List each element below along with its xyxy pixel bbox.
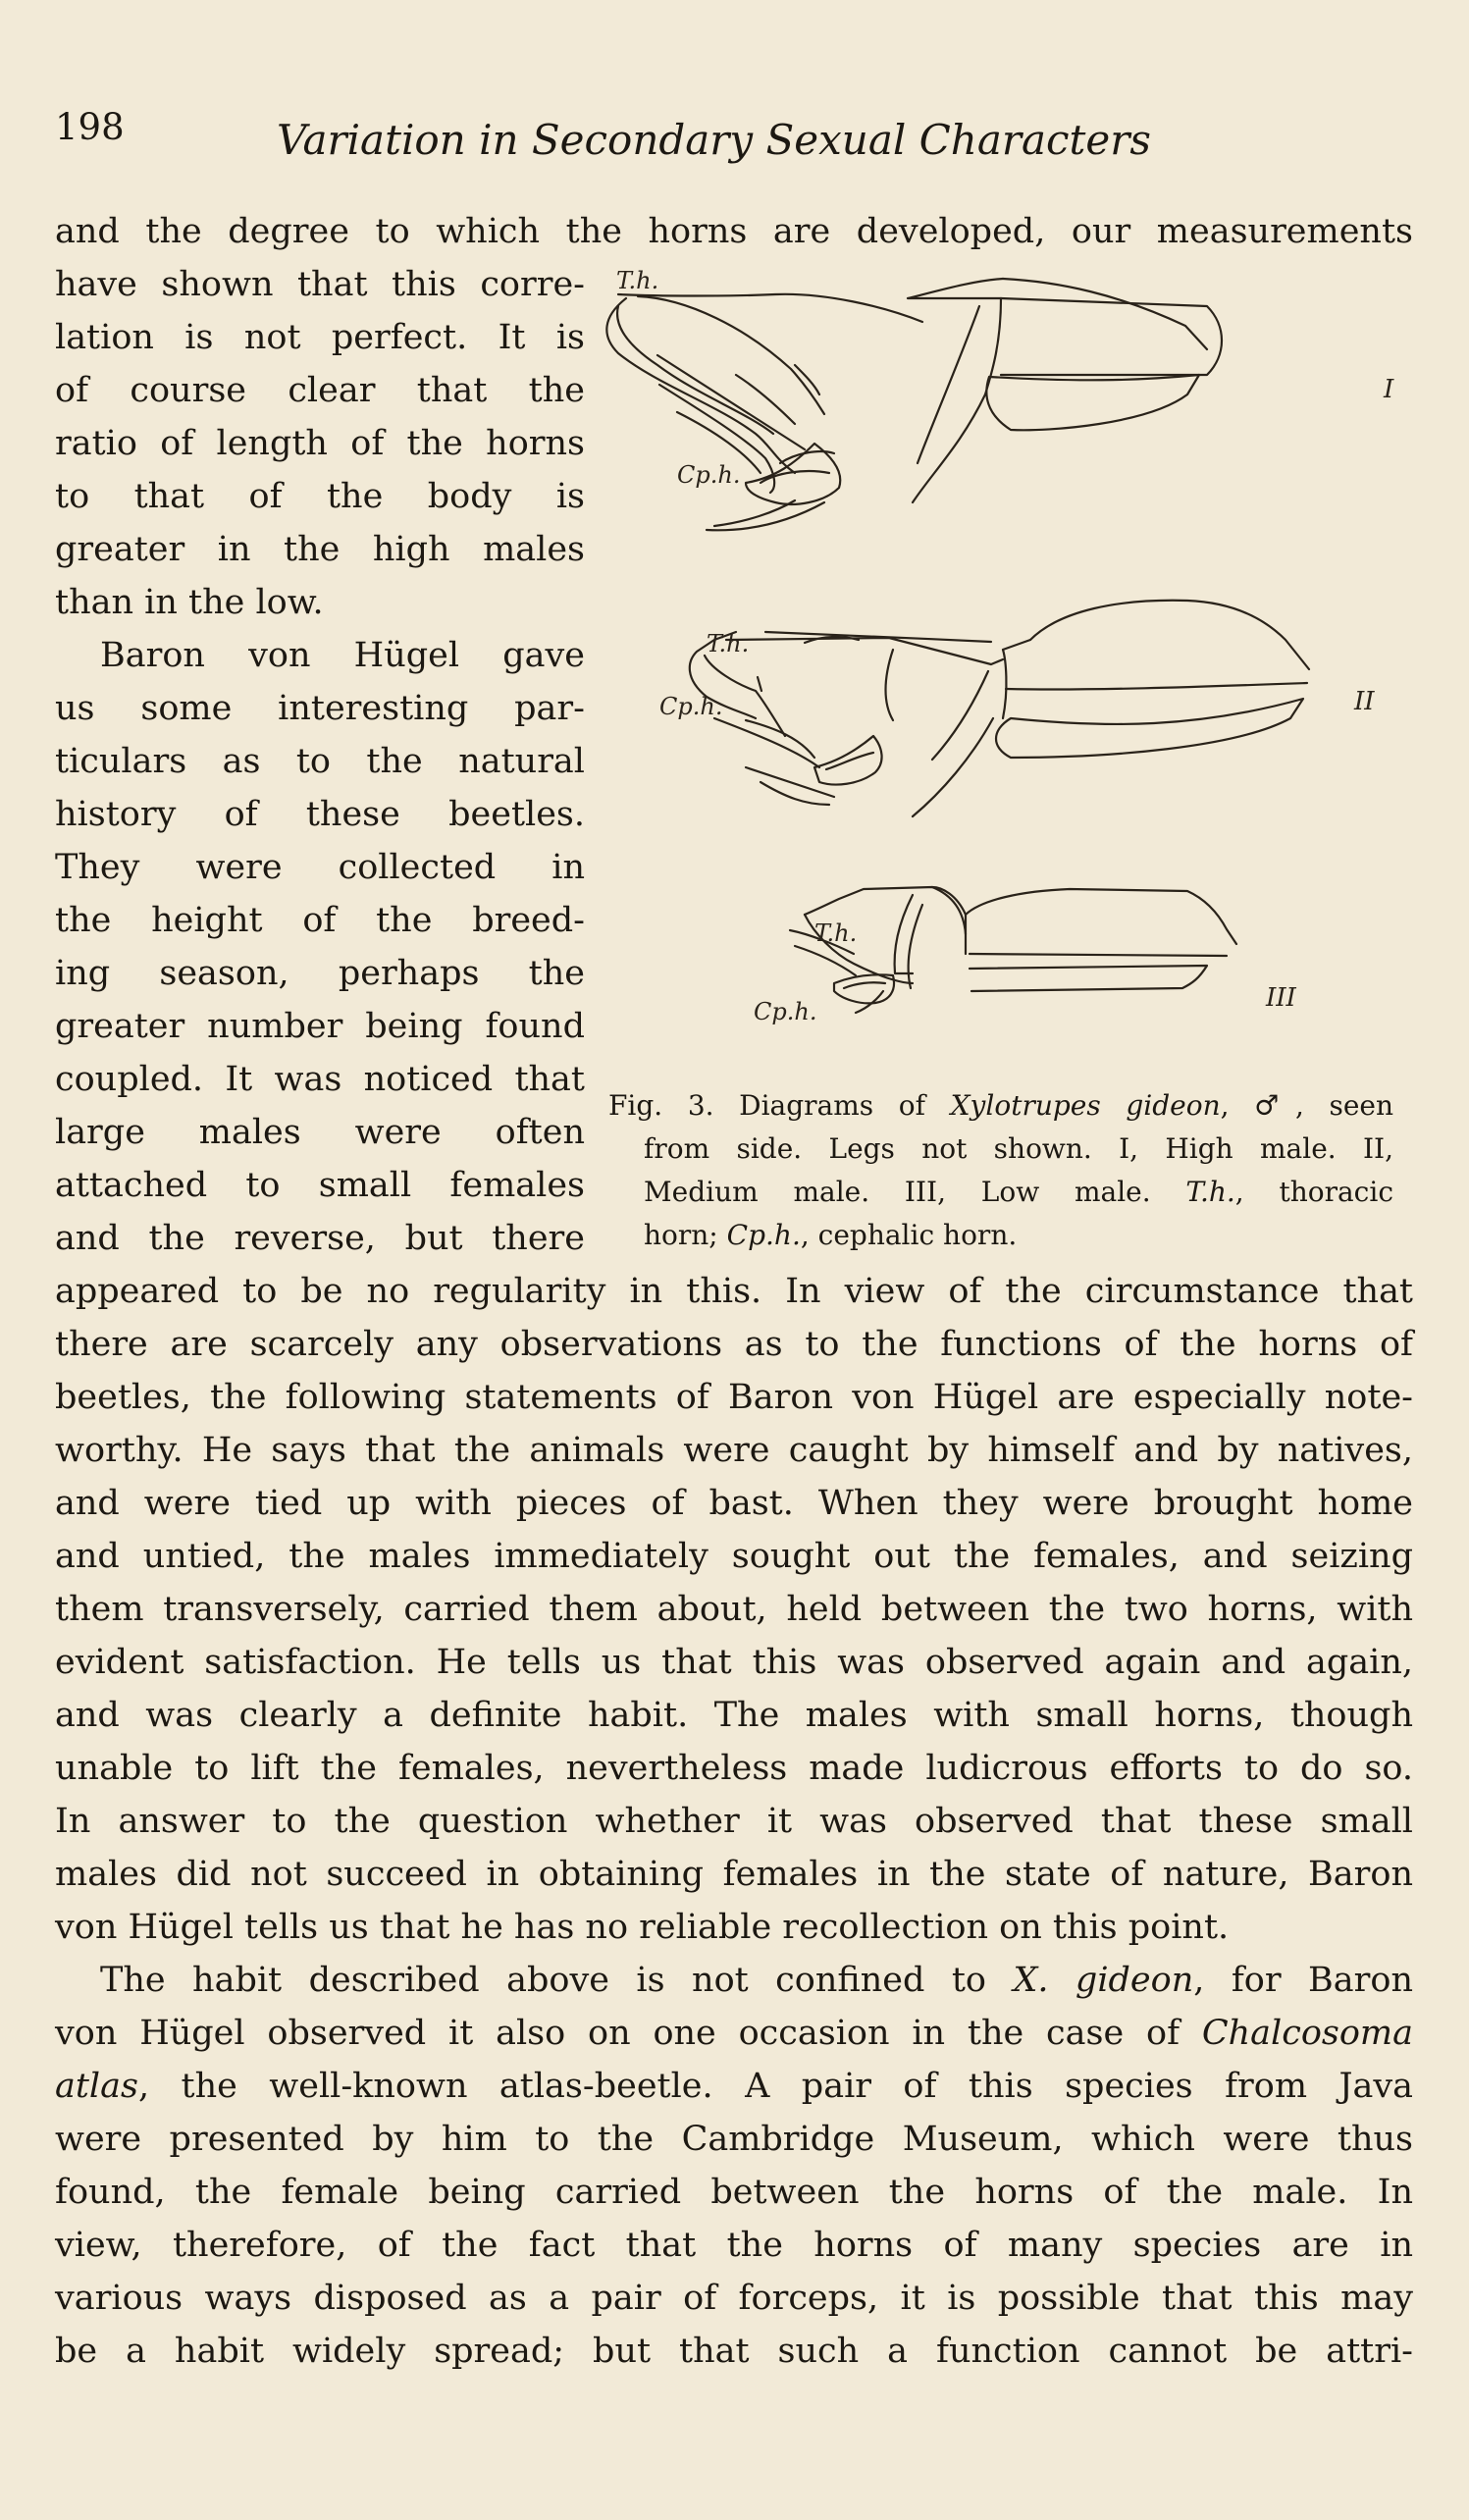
text-line: them transversely, carried them about, held between the two horns, with [55,1590,1413,1629]
running-title: Variation in Secondary Sexual Characters [277,116,1151,164]
text-line: history of these beetles. [55,795,585,834]
text-line: there are scarcely any observations as to the functions of the horns of [55,1325,1413,1364]
cephalic-horn-label: Cp.h. [677,461,741,489]
diagram-numeral: II [1354,687,1375,716]
text-line: ing season, perhaps the [55,954,585,993]
text-line: and was clearly a definite habit. The males with small horns, though [55,1696,1413,1735]
text-line: In answer to the question whether it was observed that these small [55,1802,1413,1841]
species-name: Xylotrupes gideon [950,1089,1221,1122]
text-span: , the well-known atlas-beetle. A pair of this species from Java [137,2067,1413,2106]
text-line: and the degree to which the horns are developed, our measurements [55,212,1413,251]
text-line: be a habit widely spread; but that such a function cannot be attri- [55,2332,1413,2371]
caption-text: , cephalic horn. [800,1219,1018,1251]
text-line: greater number being found [55,1007,585,1046]
text-line: appeared to be no regularity in this. In view of the circumstance that [55,1272,1413,1311]
text-line: beetles, the following statements of Baron von Hügel are especially note- [55,1378,1413,1417]
text-line: large males were often [55,1113,585,1152]
text-line [55,2067,1413,2106]
running-head [55,106,1419,165]
caption-line [608,1084,1393,1128]
diagram-numeral: I [1384,375,1394,404]
text-line: and the reverse, but there [55,1219,585,1258]
text-line: to that of the body is [55,477,585,516]
text-line: males did not succeed in obtaining females in the state of nature, Baron [55,1855,1413,1894]
text-line: and untied, the males immediately sought out the females, and seizing [55,1537,1413,1576]
text-line: the height of the breed- [55,901,585,940]
text-line: greater in the high males [55,530,585,569]
species-name: X. gideon [1013,1961,1194,2000]
thoracic-horn-label: T.h. [616,267,659,294]
figure-caption [608,1084,1393,1257]
caption-text: , thoracic [1234,1176,1394,1208]
abbreviation: Cp.h. [726,1219,801,1251]
text-line: worthy. He says that the animals were caught by himself and by natives, [55,1431,1413,1470]
text-line: They were collected in [55,848,585,887]
text-line: us some interesting par- [55,689,585,728]
beetle-diagrams [599,267,1413,1081]
caption-line: from side. Legs not shown. I, High male. II, [644,1132,1393,1165]
text-line: and were tied up with pieces of bast. When they were brought home [55,1484,1413,1523]
caption-text: Medium male. III, Low male. [644,1176,1186,1208]
caption-text: horn; [644,1219,727,1251]
text-line: various ways disposed as a pair of forceps, it is possible that this may [55,2279,1413,2318]
diagram-numeral: III [1266,983,1296,1013]
text-span: von Hügel observed it also on one occasion in the case of [55,2014,1202,2053]
text-line: coupled. It was noticed that [55,1060,585,1099]
page-number: 198 [55,106,125,148]
beetle-figure [599,267,1413,1081]
text-line: view, therefore, of the fact that the horns of many species are in [55,2226,1413,2265]
text-line [55,2014,1413,2053]
text-line: von Hügel tells us that he has no reliable recollection on this point. [55,1908,1230,1947]
thoracic-horn-label: T.h. [814,919,858,947]
text-line: unable to lift the females, nevertheless made ludicrous efforts to do so. [55,1749,1413,1788]
text-line: Baron von Hügel gave [100,636,585,675]
text-line: were presented by him to the Cambridge Museum, which were thus [55,2120,1413,2159]
diagram-low-male [790,887,1236,1013]
text-line [55,1961,1413,2000]
abbreviation: T.h. [1185,1176,1235,1208]
text-line: evident satisfaction. He tells us that this was observed again and again, [55,1643,1413,1682]
diagram-medium-male [690,601,1309,816]
species-name: atlas [55,2067,138,2106]
text-span: The habit described above is not confined to [100,1961,1014,2000]
text-line: ticulars as to the natural [55,742,585,781]
diagram-high-male [606,279,1222,530]
text-line: ratio of length of the horns [55,424,585,463]
text-span: , for Baron [1193,1961,1413,2000]
text-line: of course clear that the [55,371,585,410]
caption-text: Fig. 3. Diagrams of [608,1089,951,1122]
caption-line [644,1214,1393,1257]
text-line: attached to small females [55,1166,585,1205]
species-name: Chalcosoma [1201,2014,1413,2053]
caption-text: , ♂, seen [1220,1089,1393,1122]
cephalic-horn-label: Cp.h. [754,998,817,1025]
text-line: than in the low. [55,583,324,622]
text-line: have shown that this corre- [55,265,585,304]
cephalic-horn-label: Cp.h. [659,693,723,720]
text-line: lation is not perfect. It is [55,318,585,357]
caption-line [644,1171,1393,1214]
thoracic-horn-label: T.h. [707,630,750,657]
text-line: found, the female being carried between the horns of the male. In [55,2173,1413,2212]
